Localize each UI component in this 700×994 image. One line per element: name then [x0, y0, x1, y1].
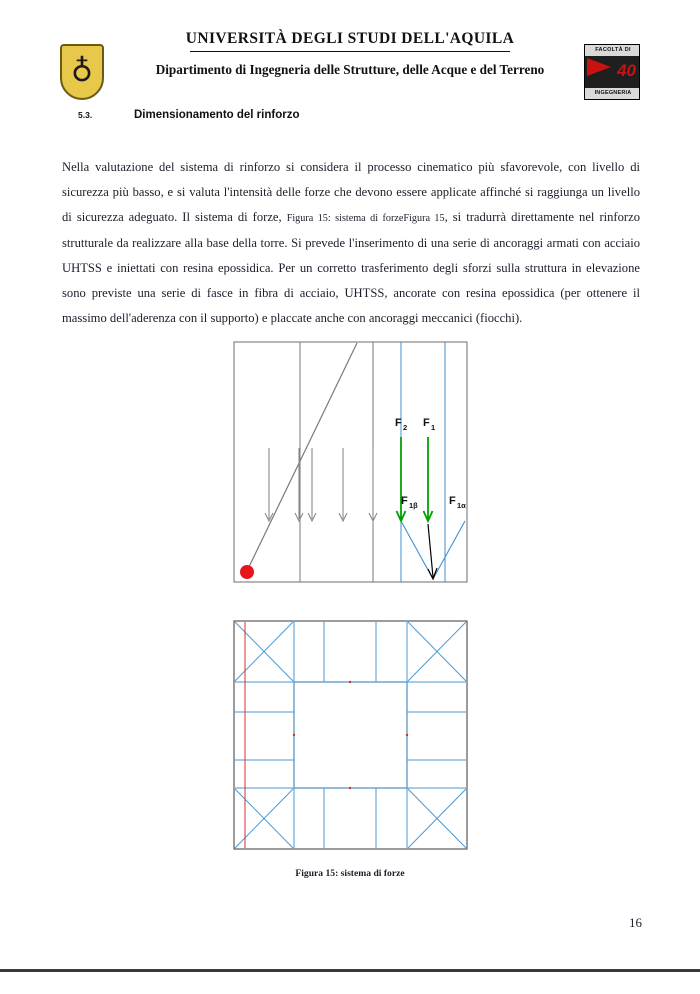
- label-f1beta-sub: 1β: [409, 501, 418, 510]
- footer-divider: [0, 969, 700, 972]
- label-f1alpha: F: [449, 495, 456, 507]
- label-f2: F: [395, 417, 402, 429]
- document-header: [0, 22, 700, 94]
- university-crest: [60, 44, 104, 100]
- figure-caption: Figura 15: sistema di forze: [295, 868, 405, 879]
- crest-shield-shape: [60, 44, 104, 100]
- body-paragraph: [62, 155, 640, 331]
- faculty-logo-top-text: FACOLTÀ DI: [585, 45, 640, 56]
- title-divider: [190, 51, 510, 52]
- paragraph-part-1: Nella valutazione del sistema di rinforzo si considera il processo cinematico più sfavorevole, con livello di sicurezza più basso, e si valuta l'intensità delle forze che devono essere applicate affinché si raggiunga un livello di sicurezza adeguato. Il sistema di forze,: [62, 159, 640, 224]
- header-titles: [120, 22, 580, 78]
- faculty-logo: [584, 44, 640, 100]
- label-f1: F: [423, 417, 430, 429]
- department-title: Dipartimento di Ingegneria delle Strutture, delle Acque e del Terreno: [155, 62, 545, 77]
- section-heading: [78, 105, 638, 123]
- label-f1alpha-sub: 1α: [457, 501, 466, 510]
- faculty-logo-number: 40: [617, 61, 636, 80]
- figure-force-system: [233, 341, 468, 596]
- corner-reaction-arrow: [428, 524, 437, 579]
- faculty-logo-bottom-text: INGEGNERIA: [585, 88, 640, 99]
- plan-inner-court: [294, 682, 407, 788]
- cylindrical-hinge-dot: [240, 565, 254, 579]
- label-f1beta: F: [401, 495, 408, 507]
- faculty-logo-arrow-icon: [587, 58, 611, 76]
- label-f1-sub: 1: [431, 423, 436, 432]
- section-number: 5.3.: [78, 110, 93, 120]
- university-title: UNIVERSITÀ DEGLI STUDI DELL'AQUILA: [185, 30, 515, 47]
- eagle-icon: ♁: [71, 55, 93, 88]
- label-f2-sub: 2: [403, 423, 408, 432]
- kinematic-mechanism-line: [247, 343, 357, 571]
- paragraph-part-2: , si tradurrà direttamente nel rinforzo strutturale da realizzare alla base della torre. Si prevede l'inserimento di una serie di ancoraggi armati con acciaio UHTSS e iniettati con resina epossidica. Per un corretto trasferimento degli sforzi sulla struttura in elevazione sono previste una serie di fasce in fibra di acciaio, UHTSS, ancorate con resina epossidica (per ottenere il massimo dell'aderenza con il supporto) e placcate anche con ancoraggi meccanici (fiocchi).: [62, 209, 641, 325]
- figure-plan-view: [233, 620, 468, 850]
- self-weight-arrows: [265, 448, 377, 521]
- figure-cross-reference: Figura 15: sistema di forzeFigura 15: [286, 212, 445, 224]
- section-title: Dimensionamento del rinforzo: [134, 109, 300, 121]
- resultant-line-alpha: [433, 521, 465, 579]
- page-number: 16: [629, 915, 642, 930]
